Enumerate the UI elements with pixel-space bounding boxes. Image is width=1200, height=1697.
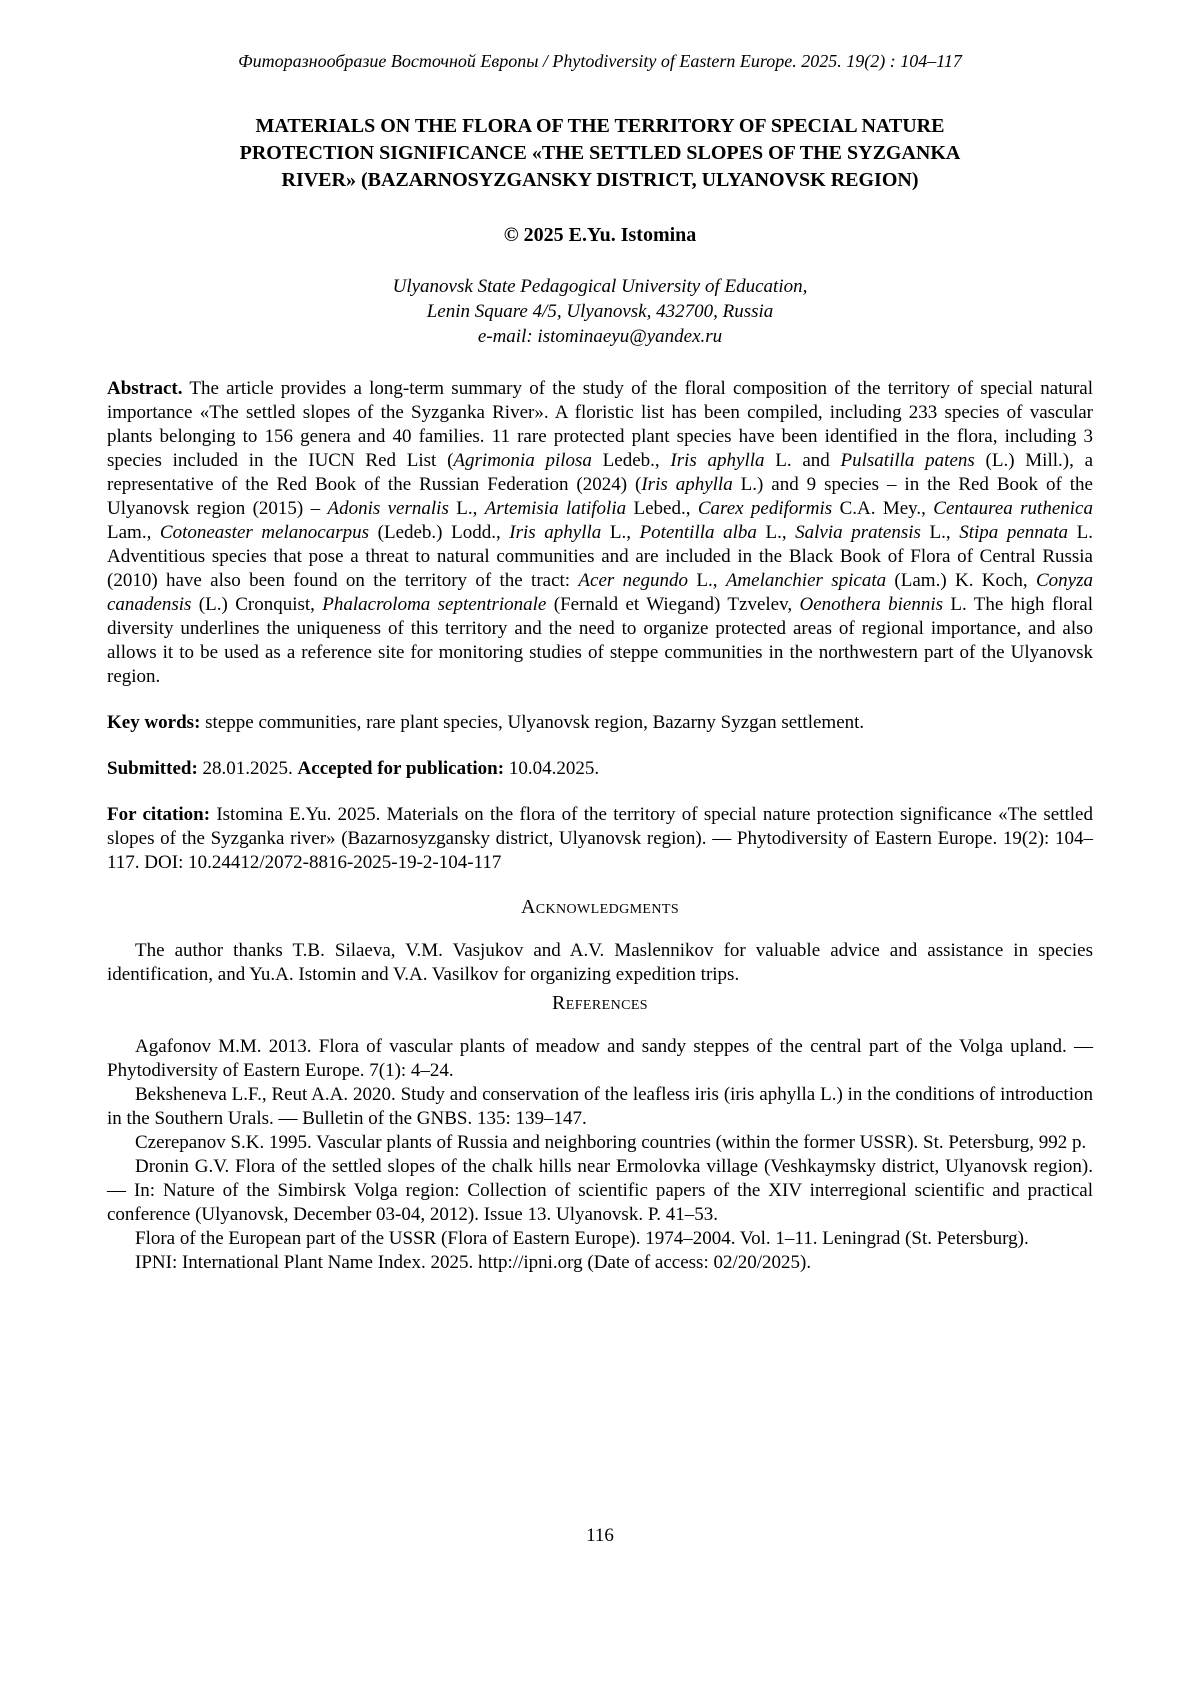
reference-item: Beksheneva L.F., Reut A.A. 2020. Study and conservation of the leafless iris (iris aphylla L.) in the conditions of introduction in the Southern Urals. — Bulletin of the GNBS. 135: 139–147. [107, 1084, 1093, 1129]
affiliation-block [107, 274, 1093, 349]
abstract-paragraph: Abstract. The article provides a long-term summary of the study of the floral composition of the territory of special natural importance «The settled slopes of the Syzganka River». A floristic list has been compiled, including 233 species of vascular plants belonging to 156 genera and 40 families. 11 rare protected plant species have been identified in the flora, including 3 species included in the IUCN Red List (Agrimonia pilosa Ledeb., Iris aphylla L. and Pulsatilla patens (L.) Mill.), a representative of the Red Book of the Russian Federation (2024) (Iris aphylla L.) and 9 species – in the Red Book of the Ulyanovsk region (2015) – Adonis vernalis L., Artemisia latifolia Lebed., Carex pediformis C.A. Mey., Centaurea ruthenica Lam., Cotoneaster melanocarpus (Ledeb.) Lodd., Iris aphylla L., Potentilla alba L., Salvia pratensis L., Stipa pennata L. Adventitious species that pose a threat to natural communities and are included in the Black Book of Flora of Central Russia (2010) have also been found on the territory of the tract: Acer negundo L., Amelanchier spicata (Lam.) K. Koch, Conyza canadensis (L.) Cronquist, Phalacroloma septentrionale (Fernald et Wiegand) Tzvelev, Oenothera biennis L. The high floral diversity underlines the uniqueness of this territory and the need to organize protected areas of regional importance, and also allows it to be used as a reference site for monitoring studies of steppe communities in the northwestern part of the Ulyanovsk region. [107, 378, 1094, 687]
acknowledgments-paragraph: The author thanks T.B. Silaeva, V.M. Vasjukov and A.V. Maslennikov for valuable advice and assistance in species identification, and Yu.A. Istomin and V.A. Vasilkov for organizing expedition trips. [107, 940, 1093, 985]
reference-item: IPNI: International Plant Name Index. 2025. http://ipni.org (Date of access: 02/20/2025). [135, 1252, 812, 1273]
running-head: Фиторазнообразие Восточной Европы / Phytodiversity of Eastern Europe. 2025. 19(2) : 104–117 [238, 51, 962, 71]
citation-paragraph: For citation: Istomina E.Yu. 2025. Materials on the flora of the territory of special nature protection significance «The settled slopes of the Syzganka river» (Bazarnosyzgansky district, Ulyanovsk region). — Phytodiversity of Eastern Europe. 19(2): 104–117. DOI: 10.24412/2072-8816-2025-19-2-104-117 [107, 804, 1093, 873]
copyright-line: © 2025 E.Yu. Istomina [503, 224, 697, 246]
keywords-paragraph: Key words: steppe communities, rare plant species, Ulyanovsk region, Bazarny Syzgan settlement. [107, 712, 865, 733]
article-title: MATERIALS ON THE FLORA OF THE TERRITORY OF SPECIAL NATURE PROTECTION SIGNIFICANCE «THE SETTLED SLOPES OF THE SYZGANKA RIVER» (BAZARNOSYZGANSKY DISTRICT, ULYANOVSK REGION) [239, 115, 961, 191]
reference-item: Dronin G.V. Flora of the settled slopes of the chalk hills near Ermolovka village (Veshkaymsky district, Ulyanovsk region). — In: Nature of the Simbirsk Volga region: Collection of scientific papers of the XIV interregional scientific and practical conference (Ulyanovsk, December 03-04, 2012). Issue 13. Ulyanovsk. P. 41–53. [107, 1156, 1093, 1225]
acknowledgments-heading: Acknowledgments [520, 896, 680, 918]
submitted-line: Submitted: 28.01.2025. Accepted for publication: 10.04.2025. [107, 758, 600, 779]
reference-item: Czerepanov S.K. 1995. Vascular plants of Russia and neighboring countries (within the former USSR). St. Petersburg, 992 p. [135, 1132, 1087, 1153]
reference-item: Agafonov M.M. 2013. Flora of vascular plants of meadow and sandy steppes of the central part of the Volga upland. — Phytodiversity of Eastern Europe. 7(1): 4–24. [107, 1036, 1093, 1081]
references-heading: References [552, 992, 648, 1014]
affiliation-email: e-mail: istominaeyu@yandex.ru [477, 326, 723, 347]
affiliation-address: Lenin Square 4/5, Ulyanovsk, 432700, Russia [426, 301, 774, 322]
reference-item: Flora of the European part of the USSR (Flora of Eastern Europe). 1974–2004. Vol. 1–11. Leningrad (St. Petersburg). [135, 1228, 1029, 1249]
affiliation-institution: Ulyanovsk State Pedagogical University of Education, [392, 276, 808, 297]
page-number: 116 [586, 1525, 614, 1546]
